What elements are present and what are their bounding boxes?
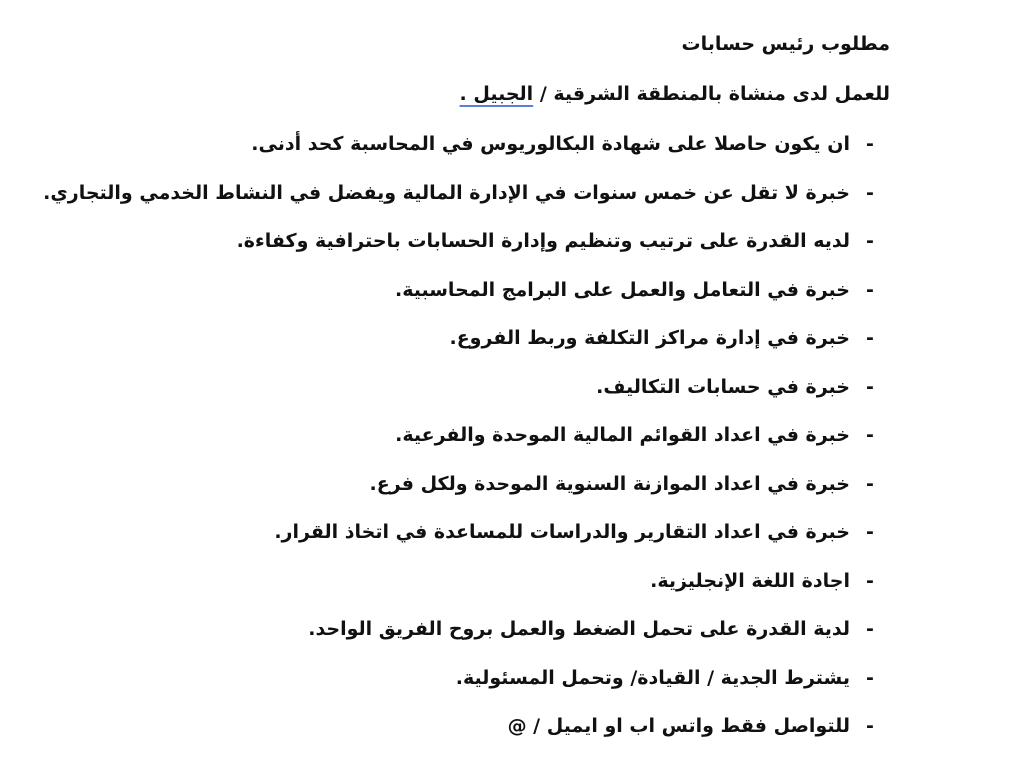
bullet-dash: - (866, 618, 874, 640)
bullet-dash: - (866, 133, 874, 155)
requirement-text: خبرة في حسابات التكاليف. (596, 375, 850, 398)
list-item (20, 322, 890, 371)
bullet-dash: - (866, 521, 874, 543)
bullet-dash: - (866, 278, 874, 301)
bullet-dash: - (866, 230, 874, 252)
requirement-text: خبرة في اعداد التقارير والدراسات للمساعدة في اتخاذ القرار. (274, 521, 850, 543)
requirement-text: خبرة في إدارة مراكز التكلفة وربط الفروع. (449, 327, 850, 349)
bullet-dash: - (866, 472, 874, 495)
location-city: الجبيل . (459, 83, 534, 105)
requirement-text: للتواصل فقط واتس اب او ايميل / @ (507, 715, 850, 737)
requirement-text: ان يكون حاصلا على شهادة البكالوريوس في المحاسبة كحد أدنى. (251, 133, 850, 155)
list-item (20, 565, 890, 614)
list-item (20, 128, 890, 177)
requirement-text: لديه القدرة على ترتيب وتنظيم وإدارة الحسابات باحترافية وكفاءة. (236, 230, 850, 252)
requirement-text: لدية القدرة على تحمل الضغط والعمل بروح الفريق الواحد. (308, 618, 850, 640)
bullet-dash: - (866, 715, 874, 737)
bullet-dash: - (866, 424, 874, 446)
requirement-text: يشترط الجدية / القيادة/ وتحمل المسئولية. (455, 666, 850, 689)
list-item (20, 371, 890, 420)
bullet-dash: - (866, 327, 874, 349)
bullet-dash: - (866, 375, 874, 398)
list-item (20, 225, 890, 274)
list-item (20, 516, 890, 565)
list-item (20, 662, 890, 711)
requirement-text: اجادة اللغة الإنجليزية. (650, 569, 850, 592)
requirement-text: خبرة في اعداد القوائم المالية الموحدة والفرعية. (395, 424, 850, 446)
location-prefix: للعمل لدى منشاة بالمنطقة الشرقية / (533, 83, 890, 105)
list-item (20, 274, 890, 323)
list-item (20, 468, 890, 517)
job-location-line (460, 78, 890, 110)
requirement-text: خبرة في التعامل والعمل على البرامج المحاسبية. (395, 278, 850, 301)
job-title: مطلوب رئيس حسابات (681, 33, 890, 55)
requirement-text: خبرة في اعداد الموازنة السنوية الموحدة ولكل فرع. (369, 472, 850, 495)
requirements-list (20, 128, 890, 759)
requirement-text: خبرة لا تقل عن خمس سنوات في الإدارة المالية ويفضل في النشاط الخدمي والتجاري. (43, 181, 850, 204)
list-item (20, 177, 890, 226)
bullet-dash: - (866, 569, 874, 592)
list-item (20, 419, 890, 468)
list-item (20, 710, 890, 759)
bullet-dash: - (866, 666, 874, 689)
bullet-dash: - (866, 181, 874, 204)
list-item (20, 613, 890, 662)
